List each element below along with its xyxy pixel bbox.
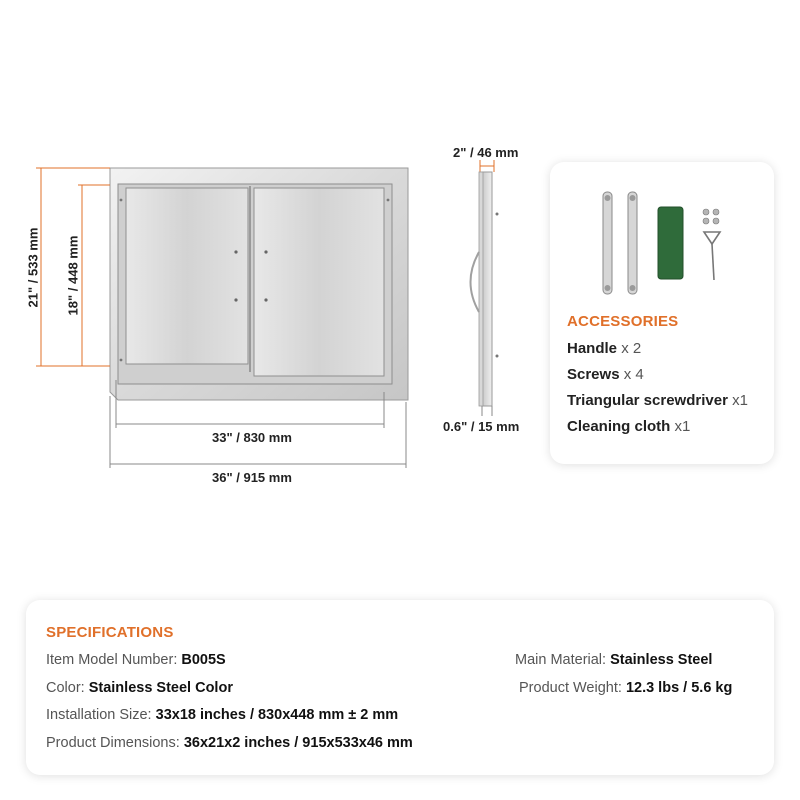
- spec-value: Stainless Steel: [610, 652, 713, 668]
- specifications-card: [26, 600, 774, 775]
- accessory-item: [567, 366, 644, 383]
- spec-label: Product Dimensions:: [46, 735, 184, 751]
- spec-value: 12.3 lbs / 5.6 kg: [625, 680, 733, 696]
- spec-material: [515, 652, 712, 668]
- spec-install-size: [46, 707, 398, 723]
- spec-value: 33x18 inches / 830x448 mm ± 2 mm: [155, 707, 399, 723]
- spec-value: 36x21x2 inches / 915x533x46 mm: [183, 735, 413, 751]
- accessory-qty: x1: [674, 418, 691, 435]
- total-width-label: 36" / 915 mm: [212, 470, 292, 485]
- specifications-title: SPECIFICATIONS: [46, 624, 174, 641]
- spec-label: Installation Size:: [46, 707, 156, 723]
- spec-product-dimensions: [46, 735, 413, 751]
- spec-model: [46, 652, 226, 668]
- accessories-card: [550, 162, 774, 464]
- accessory-name: Handle: [567, 340, 618, 357]
- accessory-name: Triangular screwdriver: [567, 392, 728, 409]
- accessories-images: [550, 162, 774, 312]
- accessory-item: [567, 392, 748, 409]
- spec-value: Stainless Steel Color: [88, 680, 233, 696]
- accessory-qty: x 4: [623, 366, 644, 383]
- depth-total-label: 2" / 46 mm: [453, 145, 519, 160]
- spec-value: B005S: [181, 652, 226, 668]
- accessory-name: Cleaning cloth: [567, 418, 671, 435]
- spec-label: Color:: [46, 680, 89, 696]
- accessory-item: [567, 340, 641, 357]
- depth-frame-label: 0.6" / 15 mm: [443, 419, 520, 434]
- spec-weight: [519, 680, 732, 696]
- accessories-title: ACCESSORIES: [567, 313, 679, 330]
- door-front-view: [110, 168, 408, 400]
- screwdriver-icon: [704, 232, 720, 280]
- spec-label: Product Weight:: [519, 680, 626, 696]
- spec-color: [46, 680, 233, 696]
- handle-icon: [603, 192, 612, 294]
- cleaning-cloth-icon: [658, 207, 683, 279]
- spec-label: Item Model Number:: [46, 652, 182, 668]
- inner-height-label: 18" / 448 mm: [65, 235, 81, 316]
- handle-icon: [628, 192, 637, 294]
- spec-label: Main Material:: [515, 652, 611, 668]
- right-door-panel: [254, 188, 384, 376]
- screws-icon: [703, 209, 719, 224]
- left-door-panel: [126, 188, 248, 364]
- accessory-qty: x 2: [621, 340, 642, 357]
- inner-width-label: 33" / 830 mm: [212, 430, 292, 445]
- accessory-name: Screws: [567, 366, 620, 383]
- accessory-qty: x1: [732, 392, 748, 409]
- total-height-label: 21" / 533 mm: [25, 227, 41, 308]
- accessory-item: [567, 418, 690, 435]
- door-side-view: [471, 160, 499, 416]
